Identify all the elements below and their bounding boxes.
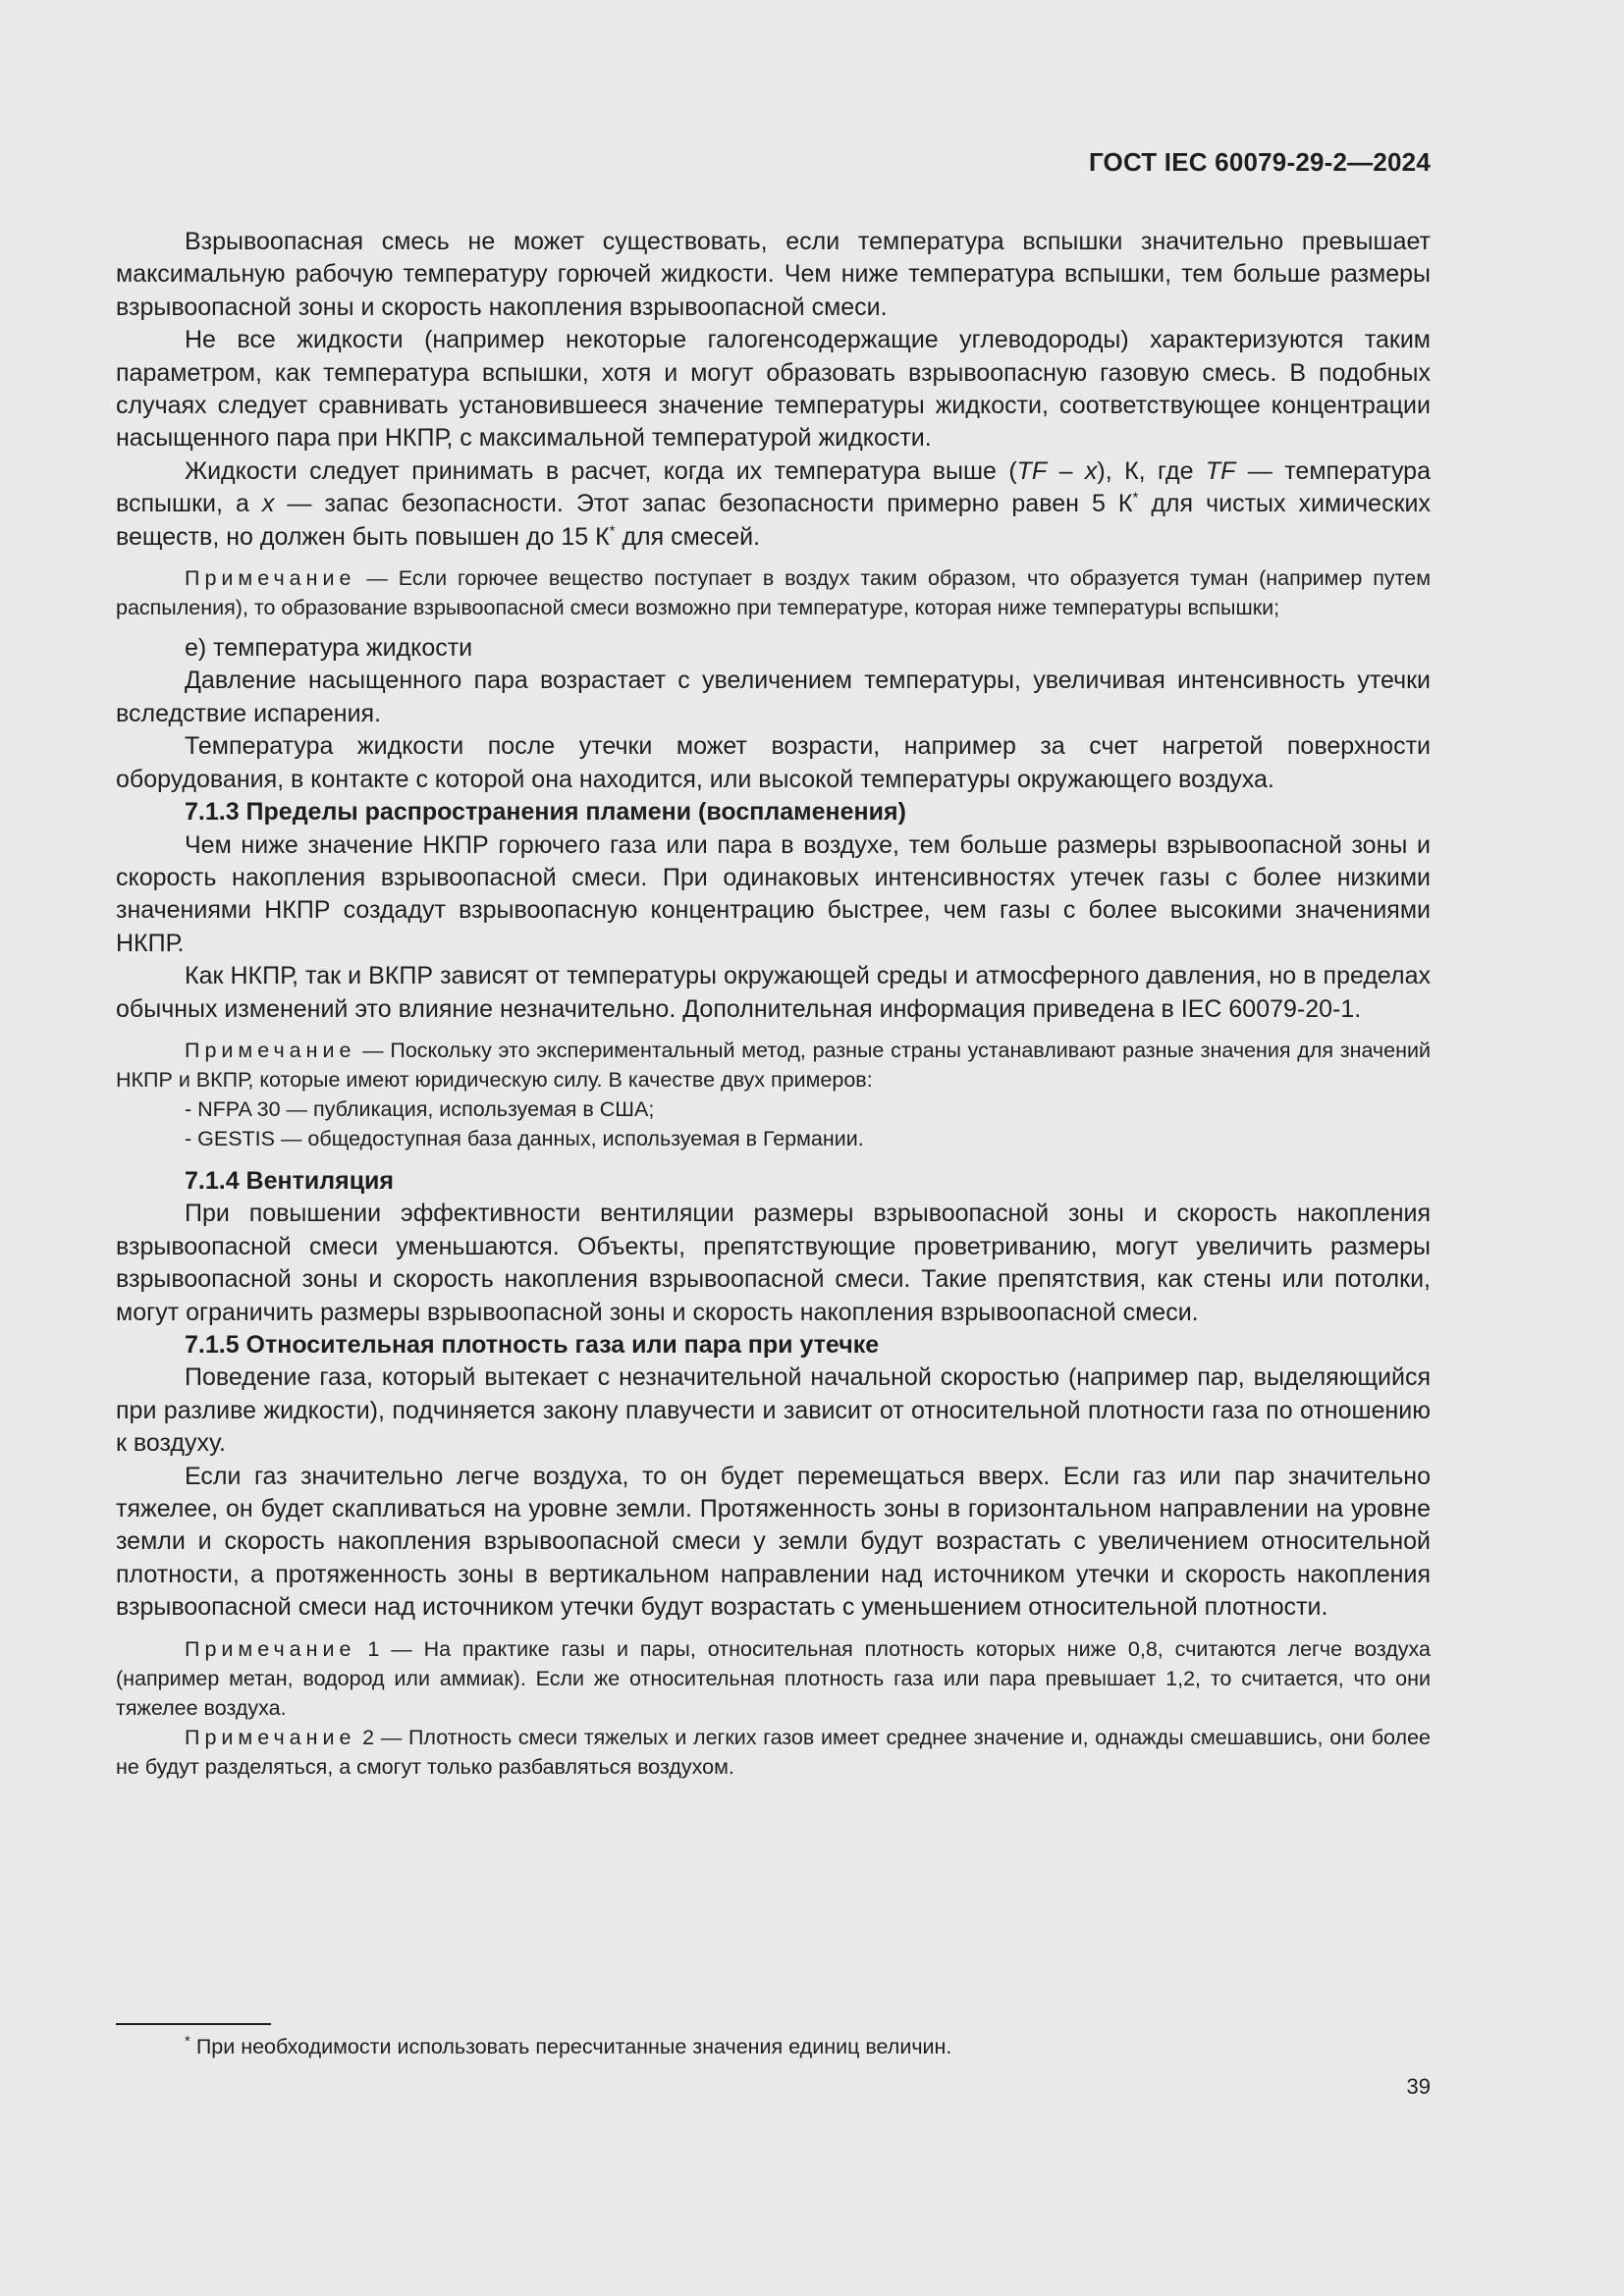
note-text: 2 — Плотность смеси тяжелых и легких газов имеет среднее значение и, однажды смешавшись, они более не будут разделяться, а смогут только разбавляться воздухом. — [116, 1725, 1431, 1779]
note — [116, 1036, 1431, 1095]
paragraph-safety-margin — [116, 455, 1431, 554]
document-header: ГОСТ IEC 60079-29-2—2024 — [1088, 147, 1431, 177]
footnote-ref: * — [609, 522, 616, 540]
footnote-divider — [116, 2023, 271, 2025]
footnote-ref: * — [1132, 489, 1139, 507]
paragraph: Как НКПР, так и ВКПР зависят от температуры окружающей среды и атмосферного давления, но в пределах обычных изменений это влияние незначительно. Дополнительная информация приведена в IEC 60079-20-1. — [116, 962, 1431, 1023]
footnote-mark: * — [185, 2032, 190, 2050]
variable-tf: TF — [1016, 456, 1048, 485]
text-run: – — [1047, 456, 1085, 485]
paragraph: Поведение газа, который вытекает с незначительной начальной скоростью (например пар, выделяющийся при разливе жидкости), подчиняется закону плавучести и зависит от относительной плотности газа по отношению к воздуху. — [116, 1363, 1431, 1458]
note — [116, 1634, 1431, 1723]
section-heading-7-1-5: 7.1.5 Относительная плотность газа или пара при утечке — [185, 1330, 880, 1359]
note-list-item: - NFPA 30 — публикация, используемая в США; — [185, 1096, 655, 1121]
text-run: — температура вспышки, а — [116, 456, 1431, 518]
page-number: 39 — [1406, 2074, 1431, 2099]
text-run: для чистых химических веществ, но должен быть повышен до 15 К — [116, 490, 1431, 551]
note-label: Примечание — [185, 1636, 356, 1661]
variable-tf: TF — [1205, 456, 1236, 485]
paragraph: Температура жидкости после утечки может возрасти, например за счет нагретой поверхности оборудования, в контакте с которой она находится, или высокой температуры окружающего воздуха. — [116, 732, 1431, 793]
paragraph: Чем ниже значение НКПР горючего газа или пара в воздухе, тем больше размеры взрывоопасной зоны и скорость накопления взрывоопасной смеси. При одинаковых интенсивностях утечек газы с более низкими значениями НКПР создадут взрывоопасную концентрацию быстрее, чем газы с более высокими значениями НКПР. — [116, 830, 1431, 957]
paragraph: Взрывоопасная смесь не может существовать, если температура вспышки значительно превышает максимальную рабочую температуру горючей жидкости. Чем ниже температура вспышки, тем больше размеры взрывоопасной зоны и скорость накопления взрывоопасной смеси. — [116, 228, 1431, 321]
note-label: Примечание — [185, 1725, 356, 1749]
note — [116, 1723, 1431, 1782]
note-text: — Если горючее вещество поступает в воздух таким образом, что образуется туман (например путем распыления), то образование взрывоопасной смеси возможно при температуре, которая ниже температуры вспышки; — [116, 566, 1431, 620]
text-run: для смесей. — [615, 522, 761, 551]
note-label: Примечание — [185, 566, 356, 591]
paragraph: Давление насыщенного пара возрастает с увеличением температуры, увеличивая интенсивность утечки вследствие испарения. — [116, 667, 1431, 727]
note-text: 1 — На практике газы и пары, относительная плотность которых ниже 0,8, считаются легче воздуха (например метан, водород или аммиак). Если же относительная плотность газа или пара превышает 1,2, то считается, что они тяжелее воздуха. — [116, 1636, 1431, 1720]
paragraph: Если газ значительно легче воздуха, то он будет перемещаться вверх. Если газ или пар значительно тяжелее, он будет скапливаться на уровне земли. Протяженность зоны в горизонтальном направлении на уровне земли и скорость накопления взрывоопасной смеси у земли будут возрастать с увеличением относительной плотности, а протяженность зоны в вертикальном направлении над источником утечки и скорость накопления взрывоопасной смеси над источником утечки будут возрастать с уменьшением относительной плотности. — [116, 1462, 1431, 1622]
footnote-text: При необходимости использовать пересчитанные значения единиц величин. — [189, 2035, 952, 2058]
section-heading-7-1-4: 7.1.4 Вентиляция — [185, 1166, 395, 1195]
footnote — [185, 2032, 951, 2061]
note-text: — Поскольку это экспериментальный метод, разные страны устанавливают разные значения для значений НКПР и ВКПР, которые имеют юридическую силу. В качестве двух примеров: — [116, 1038, 1431, 1092]
section-heading-7-1-3: 7.1.3 Пределы распространения пламени (воспламенения) — [185, 798, 906, 827]
variable-x: x — [1084, 456, 1098, 485]
document-body — [116, 226, 1431, 1791]
paragraph: При повышении эффективности вентиляции размеры взрывоопасной зоны и скорость накопления взрывоопасной смеси уменьшаются. Объекты, препятствующие проветриванию, могут увеличить размеры взрывоопасной зоны и скорость накопления взрывоопасной смеси. Такие препятствия, как стены или потолки, могут ограничить размеры взрывоопасной зоны и скорость накопления взрывоопасной смеси. — [116, 1200, 1431, 1326]
list-item-e: e) температура жидкости — [185, 634, 473, 663]
variable-x: x — [261, 490, 275, 518]
text-run: ), К, где — [1097, 456, 1206, 485]
note-list-item: - GESTIS — общедоступная база данных, используемая в Германии. — [185, 1126, 864, 1150]
text-run: — запас безопасности. Этот запас безопасности примерно равен 5 К — [274, 490, 1133, 518]
note — [116, 563, 1431, 622]
paragraph: Не все жидкости (например некоторые галогенсодержащие углеводороды) характеризуются таким параметром, как температура вспышки, хотя и могут образовать взрывоопасную газовую смесь. В подобных случаях следует сравнивать установившееся значение температуры жидкости, соответствующее концентрации насыщенного пара при НКПР, с максимальной температурой жидкости. — [116, 326, 1431, 453]
note-label: Примечание — [185, 1038, 356, 1062]
text-run: Жидкости следует принимать в расчет, когда их температура выше ( — [185, 456, 1017, 485]
